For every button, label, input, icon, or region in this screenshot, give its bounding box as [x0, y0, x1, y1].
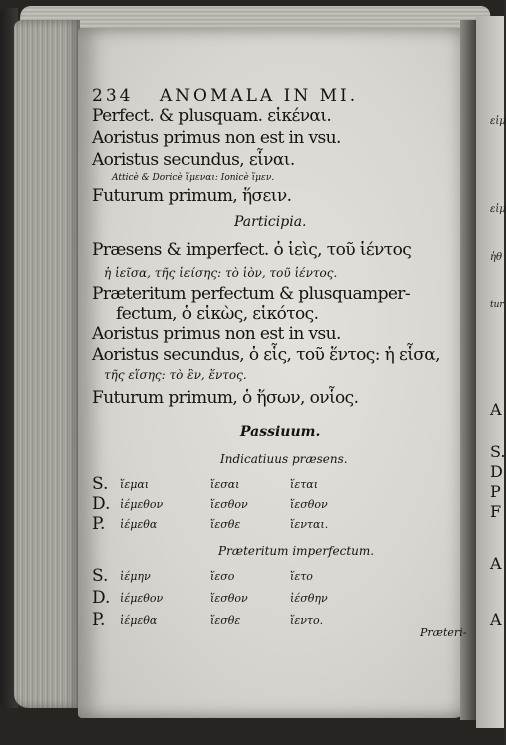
dialect-note: Atticè & Doricè ἵμεναι: Ionicè ἵμεν. — [112, 173, 275, 183]
number-label: P. — [92, 514, 106, 534]
verb-form: ἱέμεθα — [120, 518, 158, 531]
verb-form: ἵεται — [290, 478, 319, 491]
facing-fragment: F — [490, 502, 502, 521]
facing-fragment: ἡθ — [490, 252, 503, 263]
text-line: Perfect. & plusquam. εἱκέναι. — [92, 106, 332, 126]
text-line: Aoristus secundus, εἷναι. — [92, 150, 295, 170]
verb-form: ἵεμαι — [120, 478, 150, 491]
verb-form: ἵεσθε — [210, 518, 241, 531]
facing-fragment: A — [490, 400, 502, 419]
text-line: fectum, ὁ εἱκὼς, εἱκότος. — [116, 304, 319, 324]
text-line: Futurum primum, ὁ ἥσων, ονἷος. — [92, 388, 359, 408]
number-label: S. — [92, 474, 109, 494]
number-label: P. — [92, 610, 106, 630]
facing-page — [476, 16, 504, 728]
text-line: Aoristus primus non est in vsu. — [92, 324, 341, 344]
verb-form: ἵεσθον — [210, 592, 248, 605]
section-heading-participia: Participia. — [234, 214, 307, 230]
section-heading-passiuum: Passiuum. — [240, 424, 321, 440]
page-number: 234 — [92, 86, 134, 106]
verb-form: ἵεσθον — [290, 498, 328, 511]
verb-form: ἱέμεθον — [120, 498, 164, 511]
mood-heading: Indicatiuus præsens. — [220, 452, 348, 466]
verb-form: ἵεσαι — [210, 478, 240, 491]
number-label: S. — [92, 566, 109, 586]
facing-fragment: εἱμ — [490, 116, 506, 127]
number-label: D. — [92, 588, 111, 608]
verb-form: ἵεσο — [210, 570, 235, 583]
text-line: Aoristus secundus, ὁ εἷς, τοῦ ἕντος: ἡ εἷσα, — [92, 345, 440, 365]
tense-heading: Præteritum imperfectum. — [218, 544, 375, 558]
verb-form: ἵετο — [290, 570, 313, 583]
text-line: τῆς εἵσης: τὸ ἓν, ἕντος. — [104, 368, 247, 382]
page-header — [92, 86, 358, 106]
verb-form: ἵεντο. — [290, 614, 324, 627]
facing-fragment: εἰμ — [490, 204, 506, 215]
text-line: Præteritum perfectum & plusquamper- — [92, 284, 410, 304]
verb-form: ἱέμην — [120, 570, 151, 583]
facing-fragment: A — [490, 610, 502, 629]
facing-fragment: A — [490, 554, 502, 573]
verb-form: ἵενται. — [290, 518, 329, 531]
verb-form: ἱέσθην — [290, 592, 328, 605]
text-line: ἡ ἱεῖσα, τῆς ἱείσης: τὸ ἱὸν, τοῦ ἱέντος. — [104, 266, 338, 280]
facing-fragment: D — [490, 462, 503, 481]
verb-form: ἵεσθον — [210, 498, 248, 511]
catchword: Præteri- — [420, 626, 467, 639]
running-title: ANOMALA IN MI. — [159, 86, 359, 106]
verb-form: ἱέμεθον — [120, 592, 164, 605]
verb-form: ἱέμεθα — [120, 614, 158, 627]
facing-fragment: P — [490, 482, 501, 501]
page-edges — [14, 20, 80, 708]
text-line: Præsens & imperfect. ὁ ἱεὶς, τοῦ ἱέντος — [92, 240, 412, 260]
text-line: Futurum primum, ἥσειν. — [92, 186, 292, 206]
text-line: Aoristus primus non est in vsu. — [92, 128, 341, 148]
verb-form: ἵεσθε — [210, 614, 241, 627]
number-label: D. — [92, 494, 111, 514]
facing-fragment: tur — [490, 300, 504, 310]
facing-fragment: S. — [490, 442, 506, 461]
